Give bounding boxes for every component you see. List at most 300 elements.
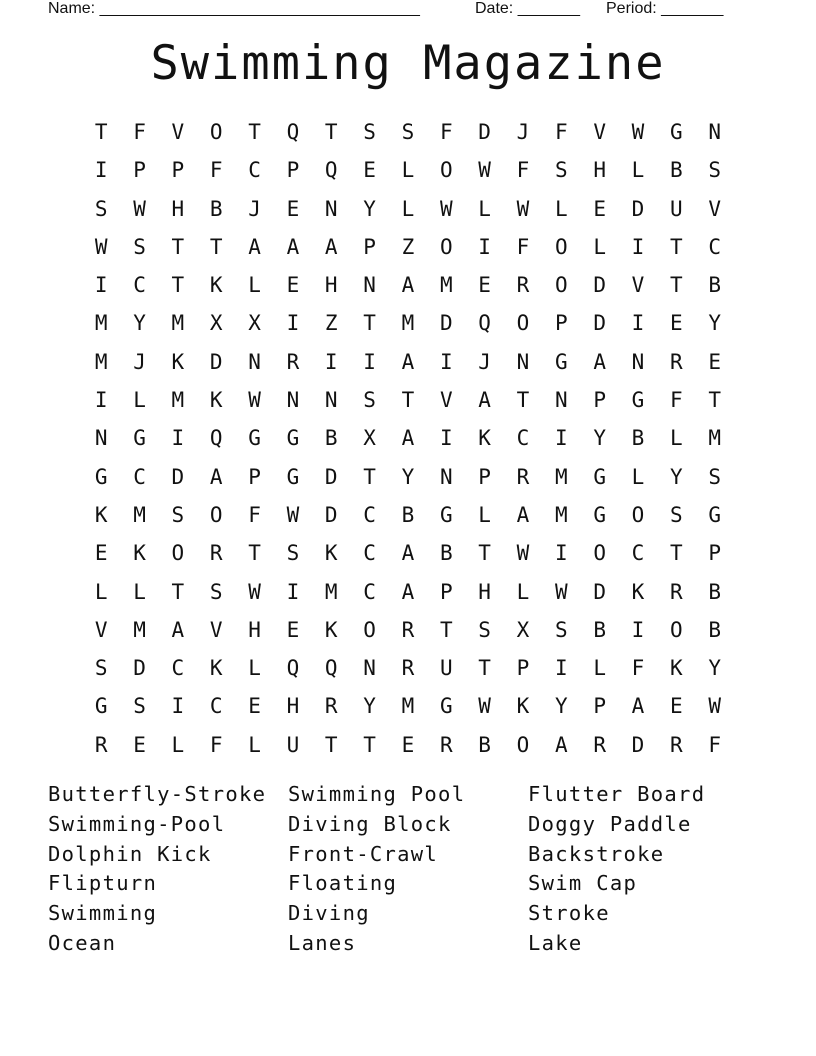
grid-letter: A (631, 694, 645, 719)
grid-letter: D (209, 349, 223, 374)
grid-letter: T (401, 388, 415, 413)
grid-letter: B (708, 273, 721, 298)
word-list-item: Swimming-Pool (48, 811, 226, 836)
grid-letter: R (516, 464, 530, 489)
grid-letter: N (708, 120, 721, 144)
grid-letter: J (478, 349, 491, 374)
grid-letter: L (133, 388, 146, 413)
grid-letter: P (554, 311, 568, 336)
grid-letter: O (439, 158, 453, 183)
grid-letter: D (631, 732, 645, 757)
grid-letter: E (286, 273, 300, 298)
grid-letter: D (133, 656, 146, 681)
grid-letter: U (439, 656, 453, 681)
grid-letter: N (631, 349, 645, 374)
grid-letter: R (209, 541, 223, 566)
grid-letter: Y (708, 311, 721, 336)
grid-letter: I (94, 388, 108, 413)
grid-letter: I (439, 426, 453, 451)
grid-letter: W (478, 158, 491, 183)
grid-letter: C (363, 541, 376, 566)
grid-letter: A (554, 732, 568, 757)
grid-letter: M (439, 273, 453, 298)
grid-letter: B (401, 502, 415, 527)
grid-letter: Y (670, 464, 683, 489)
grid-letter: S (133, 234, 146, 259)
grid-letter: K (324, 617, 338, 642)
grid-letter: X (516, 617, 530, 642)
grid-letter: C (171, 656, 185, 681)
grid-letter: N (324, 388, 338, 413)
grid-letter: I (554, 426, 568, 451)
grid-letter: D (324, 502, 338, 527)
word-list-item: Lanes (288, 930, 357, 955)
grid-letter: C (516, 426, 530, 451)
grid-letter: R (670, 732, 683, 757)
grid-letter: I (631, 311, 645, 336)
grid-letter: L (478, 196, 491, 221)
grid-letter: Y (133, 311, 146, 336)
grid-letter: J (133, 349, 146, 374)
grid-letter: T (670, 541, 683, 566)
grid-letter: X (363, 426, 376, 451)
grid-letter: R (439, 732, 453, 757)
grid-letter: A (209, 464, 223, 489)
grid-letter: N (248, 349, 261, 374)
student-info-header (48, 0, 738, 20)
grid-letter: A (593, 349, 606, 374)
grid-letter: P (593, 694, 606, 719)
grid-letter: M (401, 311, 415, 336)
grid-row (82, 726, 734, 764)
grid-letter: G (286, 426, 300, 451)
grid-letter: O (670, 617, 683, 642)
grid-letter: V (708, 196, 721, 221)
grid-letter: E (670, 694, 683, 719)
grid-letter: A (171, 617, 185, 642)
grid-letter: L (248, 656, 261, 681)
grid-letter: G (593, 502, 606, 527)
grid-letter: T (94, 120, 108, 144)
grid-letter: N (324, 196, 338, 221)
grid-letter: T (324, 732, 338, 757)
grid-letter: L (401, 196, 415, 221)
grid-letter: F (631, 656, 645, 681)
grid-letter: K (324, 541, 338, 566)
grid-letter: L (631, 158, 645, 183)
grid-letter: I (554, 541, 568, 566)
grid-letter: K (516, 694, 530, 719)
word-list-item: Ocean (48, 930, 117, 955)
grid-letter: Q (286, 656, 300, 681)
grid-letter: S (286, 541, 300, 566)
word-list-item: Swim Cap (528, 871, 638, 896)
grid-row (82, 151, 734, 189)
grid-letter: S (94, 656, 108, 681)
grid-letter: Z (324, 311, 338, 336)
grid-letter: P (439, 579, 453, 604)
grid-letter: W (516, 196, 530, 221)
word-list-item: Dolphin Kick (48, 841, 212, 866)
period-field-label: Period: _______ (606, 0, 724, 17)
grid-letter: K (670, 656, 683, 681)
grid-letter: B (324, 426, 338, 451)
grid-letter: B (670, 158, 683, 183)
word-list-item: Backstroke (528, 841, 665, 866)
grid-letter: D (593, 579, 606, 604)
grid-letter: I (94, 273, 108, 298)
grid-letter: F (248, 502, 261, 527)
grid-letter: Y (708, 656, 721, 681)
word-list-item: Diving (288, 901, 370, 926)
grid-letter: R (94, 732, 108, 757)
grid-letter: E (401, 732, 415, 757)
grid-letter: C (363, 502, 376, 527)
grid-letter: I (94, 158, 108, 183)
grid-letter: L (133, 579, 146, 604)
word-list-item: Lake (528, 930, 583, 955)
grid-letter: T (248, 120, 261, 144)
grid-letter: Q (478, 311, 491, 336)
grid-letter: A (286, 234, 300, 259)
grid-letter: F (516, 234, 530, 259)
grid-letter: G (631, 388, 645, 413)
grid-letter: G (439, 502, 453, 527)
grid-letter: S (554, 617, 568, 642)
grid-letter: I (286, 311, 300, 336)
grid-letter: S (554, 158, 568, 183)
grid-letter: J (248, 196, 261, 221)
grid-letter: D (478, 120, 491, 144)
grid-letter: S (363, 120, 376, 144)
grid-letter: P (593, 388, 606, 413)
grid-letter: S (708, 158, 721, 183)
grid-letter: R (670, 349, 683, 374)
grid-letter: I (554, 656, 568, 681)
word-list-item: Floating (288, 871, 398, 896)
grid-letter: S (670, 502, 683, 527)
grid-letter: S (171, 502, 185, 527)
grid-letter: S (363, 388, 376, 413)
grid-letter: A (248, 234, 261, 259)
grid-letter: K (94, 502, 108, 527)
grid-letter: N (516, 349, 530, 374)
page-title: Swimming Magazine (150, 36, 666, 91)
grid-letter: E (248, 694, 261, 719)
grid-letter: D (439, 311, 453, 336)
grid-letter: T (439, 617, 453, 642)
grid-letter: A (324, 234, 338, 259)
grid-letter: G (670, 120, 683, 144)
word-list-item: Doggy Paddle (528, 811, 692, 836)
grid-letter: A (478, 388, 491, 413)
grid-letter: L (670, 426, 683, 451)
grid-letter: R (670, 579, 683, 604)
grid-letter: U (286, 732, 300, 757)
grid-letter: T (670, 273, 683, 298)
grid-letter: W (439, 196, 453, 221)
grid-letter: W (133, 196, 146, 221)
grid-letter: O (516, 311, 530, 336)
grid-letter: I (363, 349, 376, 374)
grid-letter: Y (363, 196, 376, 221)
grid-letter: O (554, 273, 568, 298)
grid-letter: W (516, 541, 530, 566)
grid-letter: D (171, 464, 185, 489)
grid-letter: I (478, 234, 491, 259)
grid-letter: S (478, 617, 491, 642)
grid-letter: P (516, 656, 530, 681)
grid-letter: F (708, 732, 721, 757)
grid-row (82, 687, 734, 725)
grid-letter: G (286, 464, 300, 489)
grid-letter: M (554, 502, 568, 527)
grid-letter: N (554, 388, 568, 413)
grid-letter: E (593, 196, 606, 221)
grid-letter: Y (401, 464, 415, 489)
grid-row (82, 496, 734, 534)
grid-letter: C (363, 579, 376, 604)
grid-letter: U (670, 196, 683, 221)
grid-letter: B (478, 732, 491, 757)
grid-letter: T (171, 234, 185, 259)
grid-letter: X (209, 311, 223, 336)
grid-letter: E (478, 273, 491, 298)
grid-letter: T (670, 234, 683, 259)
word-list-item: Flutter Board (528, 782, 706, 806)
grid-letter: B (593, 617, 606, 642)
grid-letter: K (209, 273, 223, 298)
word-list-item: Stroke (528, 901, 610, 926)
grid-letter: P (248, 464, 261, 489)
grid-letter: Y (363, 694, 376, 719)
grid-letter: C (248, 158, 261, 183)
grid-letter: O (516, 732, 530, 757)
grid-letter: P (286, 158, 300, 183)
grid-row (82, 381, 734, 419)
grid-row (82, 458, 734, 496)
grid-letter: W (248, 579, 261, 604)
grid-letter: E (670, 311, 683, 336)
grid-letter: P (478, 464, 491, 489)
grid-letter: E (286, 196, 300, 221)
grid-letter: Q (324, 656, 338, 681)
word-list-column-2 (288, 780, 528, 959)
grid-letter: E (708, 349, 721, 374)
grid-letter: P (708, 541, 721, 566)
grid-letter: V (209, 617, 223, 642)
grid-letter: O (363, 617, 376, 642)
grid-letter: C (631, 541, 645, 566)
grid-letter: I (286, 579, 300, 604)
grid-letter: R (401, 617, 415, 642)
grid-letter: A (401, 426, 415, 451)
grid-letter: M (133, 502, 146, 527)
grid-letter: T (171, 579, 185, 604)
grid-letter: R (516, 273, 530, 298)
grid-letter: C (133, 273, 146, 298)
grid-letter: P (171, 158, 185, 183)
grid-letter: A (516, 502, 530, 527)
grid-letter: Q (209, 426, 223, 451)
grid-letter: R (286, 349, 300, 374)
grid-letter: O (554, 234, 568, 259)
grid-letter: L (248, 273, 261, 298)
grid-letter: D (324, 464, 338, 489)
grid-letter: E (286, 617, 300, 642)
grid-letter: T (324, 120, 338, 144)
grid-letter: L (401, 158, 415, 183)
grid-letter: S (209, 579, 223, 604)
grid-letter: V (94, 617, 108, 642)
grid-letter: Z (401, 234, 415, 259)
grid-letter: Y (554, 694, 568, 719)
grid-letter: L (593, 234, 606, 259)
grid-letter: O (593, 541, 606, 566)
grid-letter: A (401, 273, 415, 298)
grid-letter: I (171, 694, 185, 719)
grid-row (82, 611, 734, 649)
grid-letter: E (133, 732, 146, 757)
grid-letter: R (401, 656, 415, 681)
grid-letter: C (209, 694, 223, 719)
grid-letter: M (133, 617, 146, 642)
grid-letter: T (516, 388, 530, 413)
grid-letter: D (593, 311, 606, 336)
grid-letter: L (631, 464, 645, 489)
word-list-item: Swimming (48, 901, 158, 926)
grid-letter: G (439, 694, 453, 719)
grid-letter: L (554, 196, 568, 221)
grid-letter: K (631, 579, 645, 604)
grid-letter: F (133, 120, 146, 144)
grid-letter: N (94, 426, 108, 451)
grid-letter: B (708, 579, 721, 604)
word-list-column-3 (528, 780, 768, 959)
grid-letter: W (708, 694, 721, 719)
grid-letter: G (708, 502, 721, 527)
grid-letter: I (631, 617, 645, 642)
grid-letter: T (478, 541, 491, 566)
grid-letter: W (94, 234, 108, 259)
grid-letter: W (478, 694, 491, 719)
grid-row (82, 304, 734, 342)
grid-letter: F (516, 158, 530, 183)
date-field-label: Date: _______ (475, 0, 580, 17)
grid-letter: B (439, 541, 453, 566)
grid-row (82, 190, 734, 228)
grid-row (82, 534, 734, 572)
grid-letter: K (209, 656, 223, 681)
grid-letter: I (439, 349, 453, 374)
grid-letter: D (593, 273, 606, 298)
word-search-grid (82, 113, 734, 765)
grid-letter: B (209, 196, 223, 221)
grid-letter: M (554, 464, 568, 489)
grid-letter: A (401, 349, 415, 374)
word-list-column-1 (48, 780, 288, 959)
grid-letter: R (593, 732, 606, 757)
grid-letter: M (708, 426, 721, 451)
grid-letter: P (133, 158, 146, 183)
grid-letter: V (631, 273, 645, 298)
grid-letter: J (516, 120, 530, 144)
grid-letter: R (324, 694, 338, 719)
grid-letter: T (478, 656, 491, 681)
grid-letter: N (286, 388, 300, 413)
grid-letter: T (363, 311, 376, 336)
grid-letter: V (171, 120, 185, 144)
grid-letter: Y (593, 426, 606, 451)
grid-letter: O (209, 502, 223, 527)
grid-letter: N (363, 273, 376, 298)
grid-letter: G (593, 464, 606, 489)
grid-letter: D (631, 196, 645, 221)
grid-letter: Q (324, 158, 338, 183)
grid-letter: F (209, 732, 223, 757)
grid-letter: O (631, 502, 645, 527)
grid-row (82, 113, 734, 151)
grid-letter: T (248, 541, 261, 566)
grid-letter: P (363, 234, 376, 259)
grid-letter: H (324, 273, 338, 298)
grid-row (82, 228, 734, 266)
word-list-item: Butterfly-Stroke (48, 782, 267, 806)
grid-letter: K (133, 541, 146, 566)
grid-letter: Q (286, 120, 300, 144)
grid-letter: G (248, 426, 261, 451)
grid-letter: T (363, 464, 376, 489)
grid-letter: K (478, 426, 491, 451)
grid-letter: W (631, 120, 645, 144)
grid-letter: L (171, 732, 185, 757)
word-list-item: Diving Block (288, 811, 452, 836)
grid-letter: L (593, 656, 606, 681)
grid-letter: A (401, 579, 415, 604)
grid-letter: H (593, 158, 606, 183)
grid-letter: T (171, 273, 185, 298)
grid-row (82, 573, 734, 611)
grid-letter: X (248, 311, 261, 336)
grid-letter: M (401, 694, 415, 719)
grid-letter: L (94, 579, 108, 604)
grid-letter: M (94, 349, 108, 374)
grid-letter: O (171, 541, 185, 566)
grid-letter: W (286, 502, 300, 527)
grid-letter: I (171, 426, 185, 451)
word-list-item: Front-Crawl (288, 841, 439, 866)
grid-letter: S (94, 196, 108, 221)
grid-letter: K (171, 349, 185, 374)
grid-letter: F (670, 388, 683, 413)
grid-letter: G (554, 349, 568, 374)
grid-letter: B (631, 426, 645, 451)
grid-letter: H (171, 196, 185, 221)
grid-letter: E (94, 541, 108, 566)
grid-letter: G (94, 464, 108, 489)
grid-letter: S (708, 464, 721, 489)
grid-letter: N (439, 464, 453, 489)
grid-row (82, 266, 734, 304)
grid-letter: M (171, 388, 185, 413)
grid-letter: O (209, 120, 223, 144)
grid-letter: M (324, 579, 338, 604)
grid-letter: L (516, 579, 530, 604)
grid-letter: V (439, 388, 453, 413)
grid-letter: H (248, 617, 261, 642)
grid-letter: B (708, 617, 721, 642)
name-field-label: Name: ____________________________________ (48, 0, 420, 17)
